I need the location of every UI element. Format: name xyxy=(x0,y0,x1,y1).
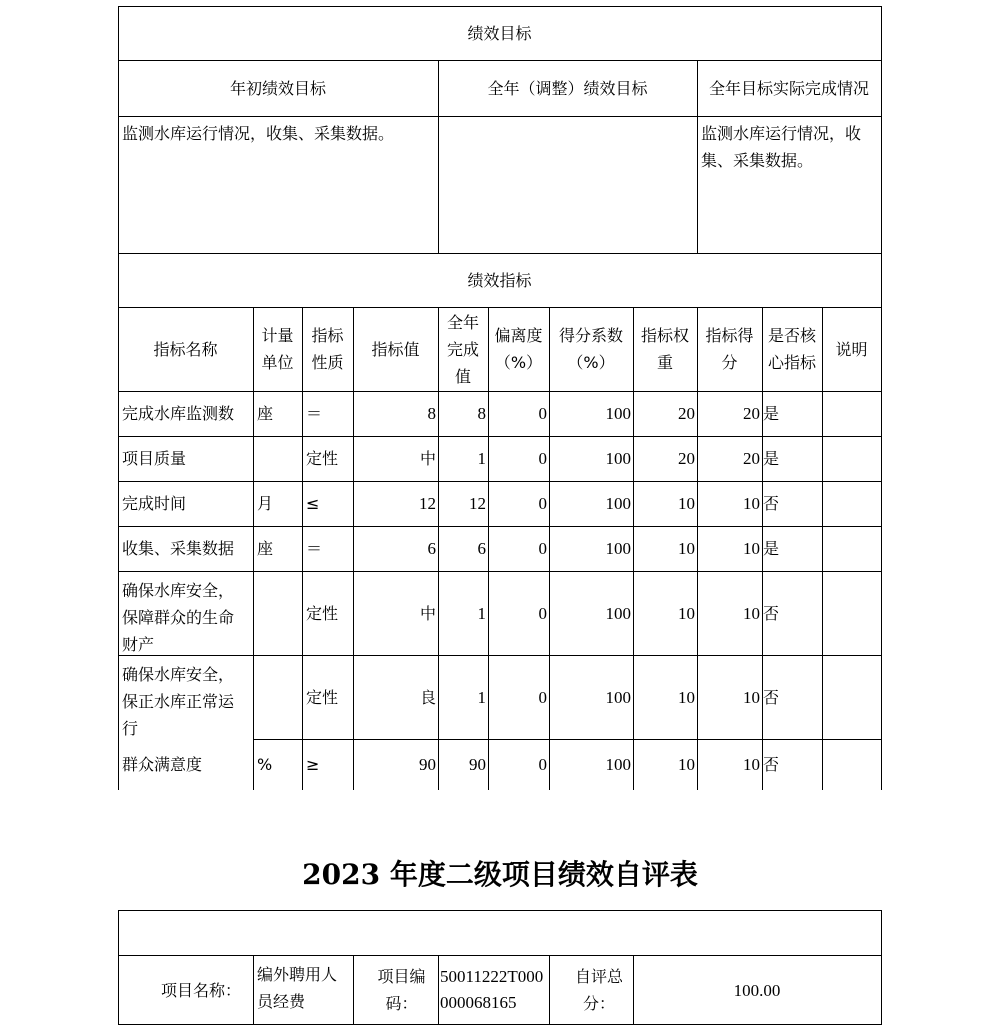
row-2-unit: 月 xyxy=(257,494,274,513)
row-0-value: 8 xyxy=(427,404,436,423)
row-2-note xyxy=(822,481,881,526)
row-1-score: 20 xyxy=(743,449,760,468)
row-0-name: 完成水库监测数 xyxy=(122,404,235,423)
row-5-deviation: 0 xyxy=(538,687,547,707)
row-3-nature: ＝ xyxy=(306,539,323,558)
actual-completion-header: 全年目标实际完成情况 xyxy=(708,78,869,98)
project-code-value: 50011222T000000068165 xyxy=(440,967,544,1012)
row-1-core: 是 xyxy=(763,449,780,468)
header-score: 指标得分 xyxy=(705,326,754,372)
row-5-note xyxy=(822,655,881,739)
row-4-score: 10 xyxy=(743,603,760,623)
row-5-name: 确保水库安全，保正水库正常运行 xyxy=(122,665,235,738)
document-title: 2023 年度二级项目绩效自评表 xyxy=(302,858,698,891)
row-1-name: 项目质量 xyxy=(122,449,187,468)
row-6-name: 群众满意度 xyxy=(122,755,203,774)
row-5-coef: 100 xyxy=(605,687,631,707)
row-0-deviation: 0 xyxy=(538,404,547,423)
header-unit: 计量单位 xyxy=(261,326,294,372)
row-6-deviation: 0 xyxy=(538,755,547,774)
row-0-annual: 8 xyxy=(477,404,486,423)
header-coef: 得分系数（%） xyxy=(558,326,623,372)
row-2-deviation: 0 xyxy=(538,494,547,513)
row-6-coef: 100 xyxy=(605,755,631,774)
row-6-core: 否 xyxy=(763,755,780,774)
row-1-coef: 100 xyxy=(605,449,631,468)
row-4-coef: 100 xyxy=(605,603,631,623)
header-core: 是否核心指标 xyxy=(767,326,816,372)
row-2-score: 10 xyxy=(743,494,760,513)
row-3-weight: 10 xyxy=(678,539,695,558)
row-5-unit xyxy=(253,655,302,739)
row-2-name: 完成时间 xyxy=(122,494,187,513)
row-2-core: 否 xyxy=(763,494,780,513)
row-1-annual: 1 xyxy=(477,449,486,468)
row-2-annual: 12 xyxy=(469,494,486,513)
row-1-note xyxy=(822,436,881,481)
row-6-annual: 90 xyxy=(469,755,486,774)
row-6-weight: 10 xyxy=(678,755,695,774)
row-4-deviation: 0 xyxy=(538,603,547,623)
row-2-nature: ≤ xyxy=(306,494,320,513)
actual-completion-text: 监测水库运行情况，收集、采集数据。 xyxy=(701,124,862,170)
row-5-weight: 10 xyxy=(678,687,695,707)
row-0-unit: 座 xyxy=(257,404,274,423)
self-score-label: 自评总分： xyxy=(574,967,623,1013)
row-5-annual: 1 xyxy=(477,687,486,707)
row-0-weight: 20 xyxy=(678,404,695,423)
row-6-score: 10 xyxy=(743,755,760,774)
row-3-coef: 100 xyxy=(605,539,631,558)
row-6-nature: ≥ xyxy=(306,755,320,774)
row-5-core: 否 xyxy=(763,687,780,707)
row-4-weight: 10 xyxy=(678,603,695,623)
row-5-nature: 定性 xyxy=(306,687,339,707)
self-score-value: 100.00 xyxy=(733,980,781,1000)
row-3-value: 6 xyxy=(427,539,436,558)
header-deviation: 偏离度（%） xyxy=(494,326,543,372)
row-1-nature: 定性 xyxy=(306,449,339,468)
row-3-score: 10 xyxy=(743,539,760,558)
header-value: 指标值 xyxy=(371,339,420,359)
row-1-deviation: 0 xyxy=(538,449,547,468)
row-4-core: 否 xyxy=(763,603,780,623)
initial-goal-header: 年初绩效目标 xyxy=(229,78,326,98)
adjusted-goal-header: 全年（调整）绩效目标 xyxy=(487,78,648,98)
row-4-unit xyxy=(253,571,302,655)
row-3-unit: 座 xyxy=(257,539,274,558)
row-3-core: 是 xyxy=(763,539,780,558)
row-4-name: 确保水库安全，保障群众的生命财产 xyxy=(122,581,235,654)
row-6-unit: % xyxy=(257,755,273,774)
goal-section-title: 绩效目标 xyxy=(467,23,532,43)
row-0-score: 20 xyxy=(743,404,760,423)
row-4-annual: 1 xyxy=(477,603,486,623)
adjusted-goal-text xyxy=(438,116,697,253)
header-indicator-name: 指标名称 xyxy=(153,339,218,359)
row-1-value: 中 xyxy=(419,449,436,468)
row-0-coef: 100 xyxy=(605,404,631,423)
header-weight: 指标权重 xyxy=(640,326,689,372)
project-name-label: 项目名称： xyxy=(160,980,241,1000)
row-4-nature: 定性 xyxy=(306,603,339,623)
indicator-section-title: 绩效指标 xyxy=(467,270,532,290)
row-3-note xyxy=(822,526,881,571)
row-5-score: 10 xyxy=(743,687,760,707)
row-6-value: 90 xyxy=(419,755,436,774)
row-2-weight: 10 xyxy=(678,494,695,513)
header-nature: 指标性质 xyxy=(311,326,344,372)
header-note: 说明 xyxy=(835,339,868,359)
row-6-note xyxy=(822,739,881,790)
row-0-nature: ＝ xyxy=(306,404,323,423)
row-3-name: 收集、采集数据 xyxy=(122,539,235,558)
row-0-core: 是 xyxy=(763,404,780,423)
header-annual: 全年完成值 xyxy=(446,312,479,386)
project-name-value: 编外聘用人员经费 xyxy=(257,965,338,1011)
row-4-value: 中 xyxy=(419,603,436,623)
row-3-annual: 6 xyxy=(477,539,486,558)
row-2-coef: 100 xyxy=(605,494,631,513)
project-code-label: 项目编码： xyxy=(377,967,426,1013)
row-5-value: 良 xyxy=(419,687,436,707)
row-4-note xyxy=(822,571,881,655)
row-1-unit xyxy=(253,436,302,481)
row-0-note xyxy=(822,391,881,436)
row-2-value: 12 xyxy=(419,494,436,513)
initial-goal-text: 监测水库运行情况，收集、采集数据。 xyxy=(122,124,395,143)
row-1-weight: 20 xyxy=(678,449,695,468)
row-3-deviation: 0 xyxy=(538,539,547,558)
